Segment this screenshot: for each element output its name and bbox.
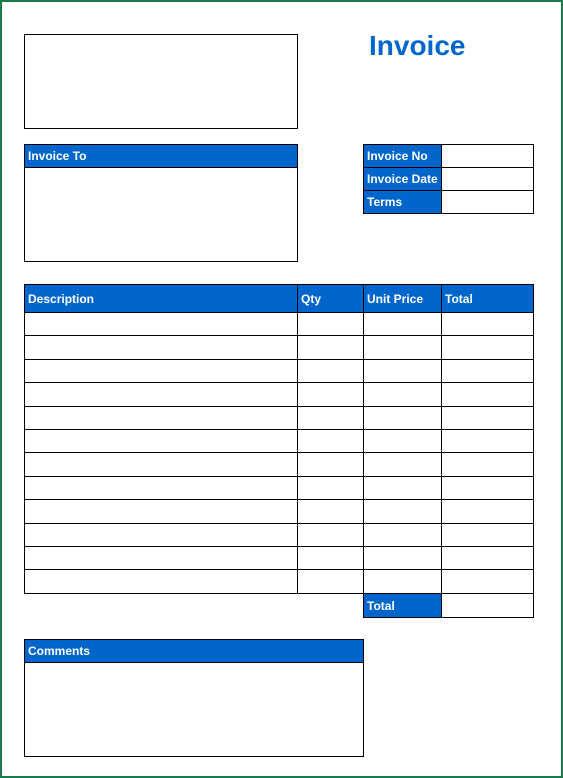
qty-cell[interactable] xyxy=(298,476,364,499)
line-item-row xyxy=(25,546,534,569)
description-cell[interactable] xyxy=(25,523,298,546)
meta-row-invoice-no xyxy=(364,145,534,168)
total-cell[interactable] xyxy=(442,336,534,359)
qty-cell[interactable] xyxy=(298,523,364,546)
line-item-row xyxy=(25,336,534,359)
line-item-row xyxy=(25,359,534,382)
description-cell[interactable] xyxy=(25,453,298,476)
unit-price-cell[interactable] xyxy=(364,500,442,523)
total-cell[interactable] xyxy=(442,523,534,546)
description-cell[interactable] xyxy=(25,359,298,382)
unit-price-cell[interactable] xyxy=(364,546,442,569)
total-cell[interactable] xyxy=(442,429,534,452)
unit-price-cell[interactable] xyxy=(364,476,442,499)
invoice-date-label: Invoice Date xyxy=(364,168,442,191)
qty-cell[interactable] xyxy=(298,313,364,336)
description-cell[interactable] xyxy=(25,336,298,359)
line-items-table xyxy=(24,284,534,594)
col-unit-price-header: Unit Price xyxy=(364,285,442,313)
unit-price-cell[interactable] xyxy=(364,523,442,546)
total-cell[interactable] xyxy=(442,546,534,569)
unit-price-cell[interactable] xyxy=(364,359,442,382)
invoice-title: Invoice xyxy=(369,30,466,61)
total-cell[interactable] xyxy=(442,406,534,429)
description-cell[interactable] xyxy=(25,500,298,523)
total-cell[interactable] xyxy=(442,570,534,593)
qty-cell[interactable] xyxy=(298,383,364,406)
terms-label: Terms xyxy=(364,191,442,214)
grand-total-field[interactable] xyxy=(442,594,534,618)
invoice-date-field[interactable] xyxy=(442,168,534,191)
line-item-row xyxy=(25,476,534,499)
invoice-meta-table xyxy=(363,144,534,214)
qty-cell[interactable] xyxy=(298,359,364,382)
col-total-header: Total xyxy=(442,285,534,313)
comments-label: Comments xyxy=(25,640,363,663)
total-cell[interactable] xyxy=(442,453,534,476)
invoice-no-label: Invoice No xyxy=(364,145,442,168)
total-cell[interactable] xyxy=(442,500,534,523)
grand-total-table xyxy=(363,593,534,618)
line-item-row xyxy=(25,500,534,523)
unit-price-cell[interactable] xyxy=(364,429,442,452)
qty-cell[interactable] xyxy=(298,500,364,523)
total-cell[interactable] xyxy=(442,313,534,336)
invoice-no-field[interactable] xyxy=(442,145,534,168)
total-cell[interactable] xyxy=(442,383,534,406)
terms-field[interactable] xyxy=(442,191,534,214)
comments-box[interactable] xyxy=(24,639,364,757)
line-item-row xyxy=(25,453,534,476)
description-cell[interactable] xyxy=(25,546,298,569)
unit-price-cell[interactable] xyxy=(364,453,442,476)
line-item-row xyxy=(25,406,534,429)
unit-price-cell[interactable] xyxy=(364,313,442,336)
description-cell[interactable] xyxy=(25,406,298,429)
unit-price-cell[interactable] xyxy=(364,383,442,406)
grand-total-row xyxy=(364,594,534,618)
qty-cell[interactable] xyxy=(298,570,364,593)
col-description-header: Description xyxy=(25,285,298,313)
meta-row-invoice-date xyxy=(364,168,534,191)
unit-price-cell[interactable] xyxy=(364,336,442,359)
col-qty-header: Qty xyxy=(298,285,364,313)
invoice-to-box[interactable] xyxy=(24,144,298,262)
total-cell[interactable] xyxy=(442,476,534,499)
qty-cell[interactable] xyxy=(298,336,364,359)
line-item-row xyxy=(25,570,534,593)
unit-price-cell[interactable] xyxy=(364,570,442,593)
qty-cell[interactable] xyxy=(298,406,364,429)
description-cell[interactable] xyxy=(25,570,298,593)
unit-price-cell[interactable] xyxy=(364,406,442,429)
line-item-row xyxy=(25,383,534,406)
invoice-to-label: Invoice To xyxy=(25,145,297,168)
description-cell[interactable] xyxy=(25,383,298,406)
grand-total-label: Total xyxy=(364,594,442,618)
meta-row-terms xyxy=(364,191,534,214)
company-logo-box[interactable] xyxy=(24,34,298,129)
description-cell[interactable] xyxy=(25,476,298,499)
line-item-row xyxy=(25,523,534,546)
description-cell[interactable] xyxy=(25,313,298,336)
qty-cell[interactable] xyxy=(298,429,364,452)
qty-cell[interactable] xyxy=(298,546,364,569)
qty-cell[interactable] xyxy=(298,453,364,476)
line-items-header xyxy=(25,285,534,313)
description-cell[interactable] xyxy=(25,429,298,452)
line-item-row xyxy=(25,429,534,452)
total-cell[interactable] xyxy=(442,359,534,382)
line-item-row xyxy=(25,313,534,336)
